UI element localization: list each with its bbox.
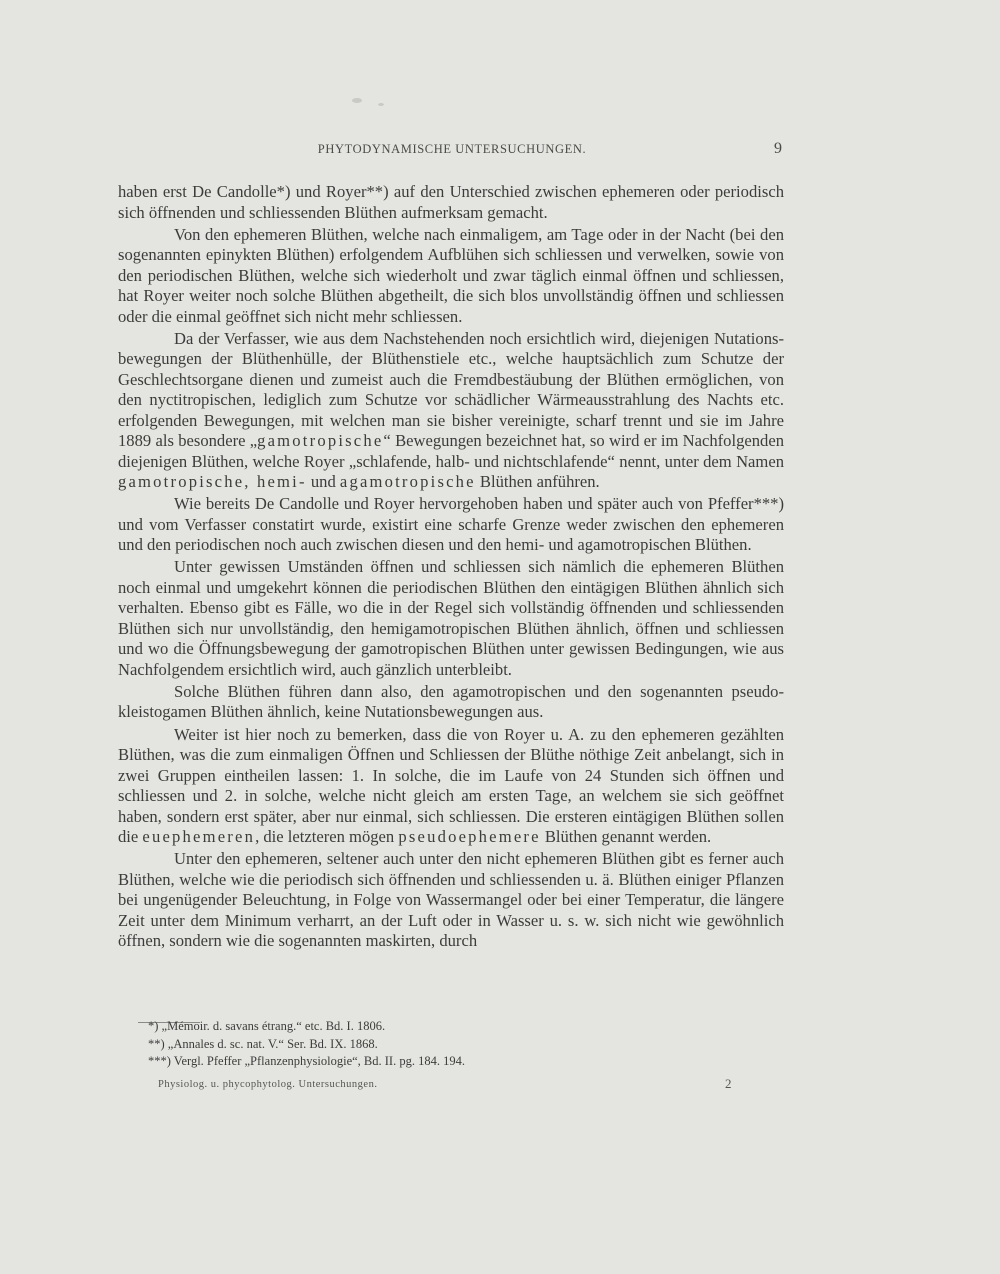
text-segment: Solche Blüthen führen dann also, den agamotropischen und den sogenannten pseudokleistogamen Blüthen ähnlich, keine Nutationsbewegungen aus. (118, 681, 784, 722)
body-text (118, 182, 784, 953)
running-head: PHYTODYNAMISCHE UNTERSUCHUNGEN. (317, 142, 587, 156)
text-segment: Blüthen genannt werden. (540, 827, 712, 847)
paragraph (118, 849, 784, 952)
signature-title: Physiolog. u. phycophytolog. Untersuchungen. (158, 1079, 378, 1090)
text-segment: Da der Verfasser, wie aus dem Nachstehenden noch ersichtlich wird, diejenigen Nutationsbewegungen der Blüthenhülle, der Blüthenstiele etc., welche hauptsächlich zum Schutze der Geschlechtsorgane dienen und zumeist auch die Fremdbestäubung der Blüthen ermöglichen, von den nyctitropischen, lediglich zum Schutze vor schädlicher Wärmeausstrahlung des Nachts etc. erfolgenden Bewegungen, mit welchen man sie bisher vereinigte, scharf trennt und sie im Jahre 1889 als besondere „ (118, 328, 784, 451)
paragraph (118, 182, 784, 223)
text-segment: Blüthen anführen. (475, 472, 600, 492)
footnotes (148, 1018, 648, 1071)
paragraph (118, 494, 784, 556)
paragraph (118, 225, 784, 328)
paper-mark (352, 98, 362, 103)
page-header (118, 138, 786, 162)
paragraph (118, 557, 784, 680)
text-segment: Unter den ephemeren, seltener auch unter den nicht ephemeren Blüthen gibt es ferner auch Blüthen, welche wie die periodisch sich öffnenden und schliessenden u. ä. Blüthen einiger Pflanzen bei ungenügender Beleuchtung, in Folge von Wassermangel oder bei einer Temperatur, die längere Zeit unter dem Minimum verharrt, an der Luft oder in Wasser u. s. w. sich nicht wie gewöhnlich öffnen, sondern wie die sogenannten maskirten, durch (118, 849, 784, 951)
footnote: *) „Mémoir. d. savans étrang.“ etc. Bd. I. 1806. (148, 1019, 386, 1033)
signature-mark: 2 (725, 1076, 732, 1091)
text-segment: Von den ephemeren Blüthen, welche nach einmaligem, am Tage oder in der Nacht (bei den sogenannten epinykten Blüthen) erfolgendem Aufblühen sich schliessen und verwelken, sowie von den periodischen Blüthen, welche sich wiederholt und zwar täglich einmal öffnen und schliessen, hat Royer weiter noch solche Blüthen abgetheilt, die sich blos unvollständig öffnen und schliessen oder die einmal geöffnet sich nicht mehr schliessen. (118, 224, 784, 326)
emphasized-term: euephemeren (142, 827, 256, 847)
text-segment: Unter gewissen Umständen öffnen und schliessen sich nämlich die ephemeren Blüthen noch einmal und umgekehrt können die periodischen Blüthen den eintägigen Blüthen ähnlich sich verhalten. Ebenso gibt es Fälle, wo die in der Regel sich vollständig öffnenden und schliessenden Blüthen sich nur unvollständig, den hemigamotropischen Blüthen ähnlich, öffnen und schliessen und wo die Öffnungsbewegung der gamotropischen Blüthen unter gewissen Bedingungen, wie aus Nachfolgendem ersichtlich wird, auch gänzlich unterbleibt. (118, 557, 784, 679)
text-segment: Weiter ist hier noch zu bemerken, dass die von Royer u. A. zu den ephemeren gezählten Blüthen, was die zum einmaligen Öffnen und Schliessen der Blüthe nöthige Zeit anbelangt, sich in zwei Gruppen eintheilen lassen: 1. In solche, die im Laufe von 24 Stunden sich öffnen und schliessen und 2. in solche, welche nicht gleich am ersten Tage, an welchem sie sich geöffnet haben, sondern erst später, aber nur einmal, sich schliessen. Die ersteren eintägigen Blüthen sollen die (118, 724, 784, 847)
paragraph (118, 725, 784, 848)
signature-line (158, 1076, 798, 1094)
emphasized-term: pseudoephemere (398, 827, 541, 847)
page-number: 9 (774, 140, 782, 157)
footnote: **) „Annales d. sc. nat. V.“ Ser. Bd. IX. 1868. (148, 1036, 378, 1051)
emphasized-term: agamotropische (339, 472, 476, 492)
text-segment: haben erst De Candolle*) und Royer**) auf den Unterschied zwischen ephemeren oder periodisch sich öffnenden und schliessenden Blüthen aufmerksam gemacht. (118, 182, 784, 222)
text-segment: und (306, 472, 340, 492)
paragraph (118, 329, 784, 493)
text-segment: , die letzteren mögen (255, 827, 399, 847)
emphasized-term: gamotropische (257, 431, 384, 451)
paper-mark (378, 103, 384, 106)
text-segment: Wie bereits De Candolle und Royer hervorgehoben haben und später auch von Pfeffer***) und vom Verfasser constatirt wurde, existirt eine scharfe Grenze weder zwischen den ephemeren und den periodischen noch auch zwischen diesen und den hemi- und agamotropischen Blüthen. (118, 494, 784, 555)
footnote: ***) Vergl. Pfeffer „Pflanzenphysiologie“, Bd. II. pg. 184. 194. (148, 1054, 465, 1068)
paragraph (118, 682, 784, 723)
emphasized-term: gamotropische, hemi- (118, 472, 307, 492)
text-segment: “ Bewegungen bezeichnet hat, so wird er im Nachfolgenden diejenigen Blüthen, welche Royer „schlafende, halb- und nichtschlafende“ nennt, unter dem Namen (118, 431, 785, 471)
